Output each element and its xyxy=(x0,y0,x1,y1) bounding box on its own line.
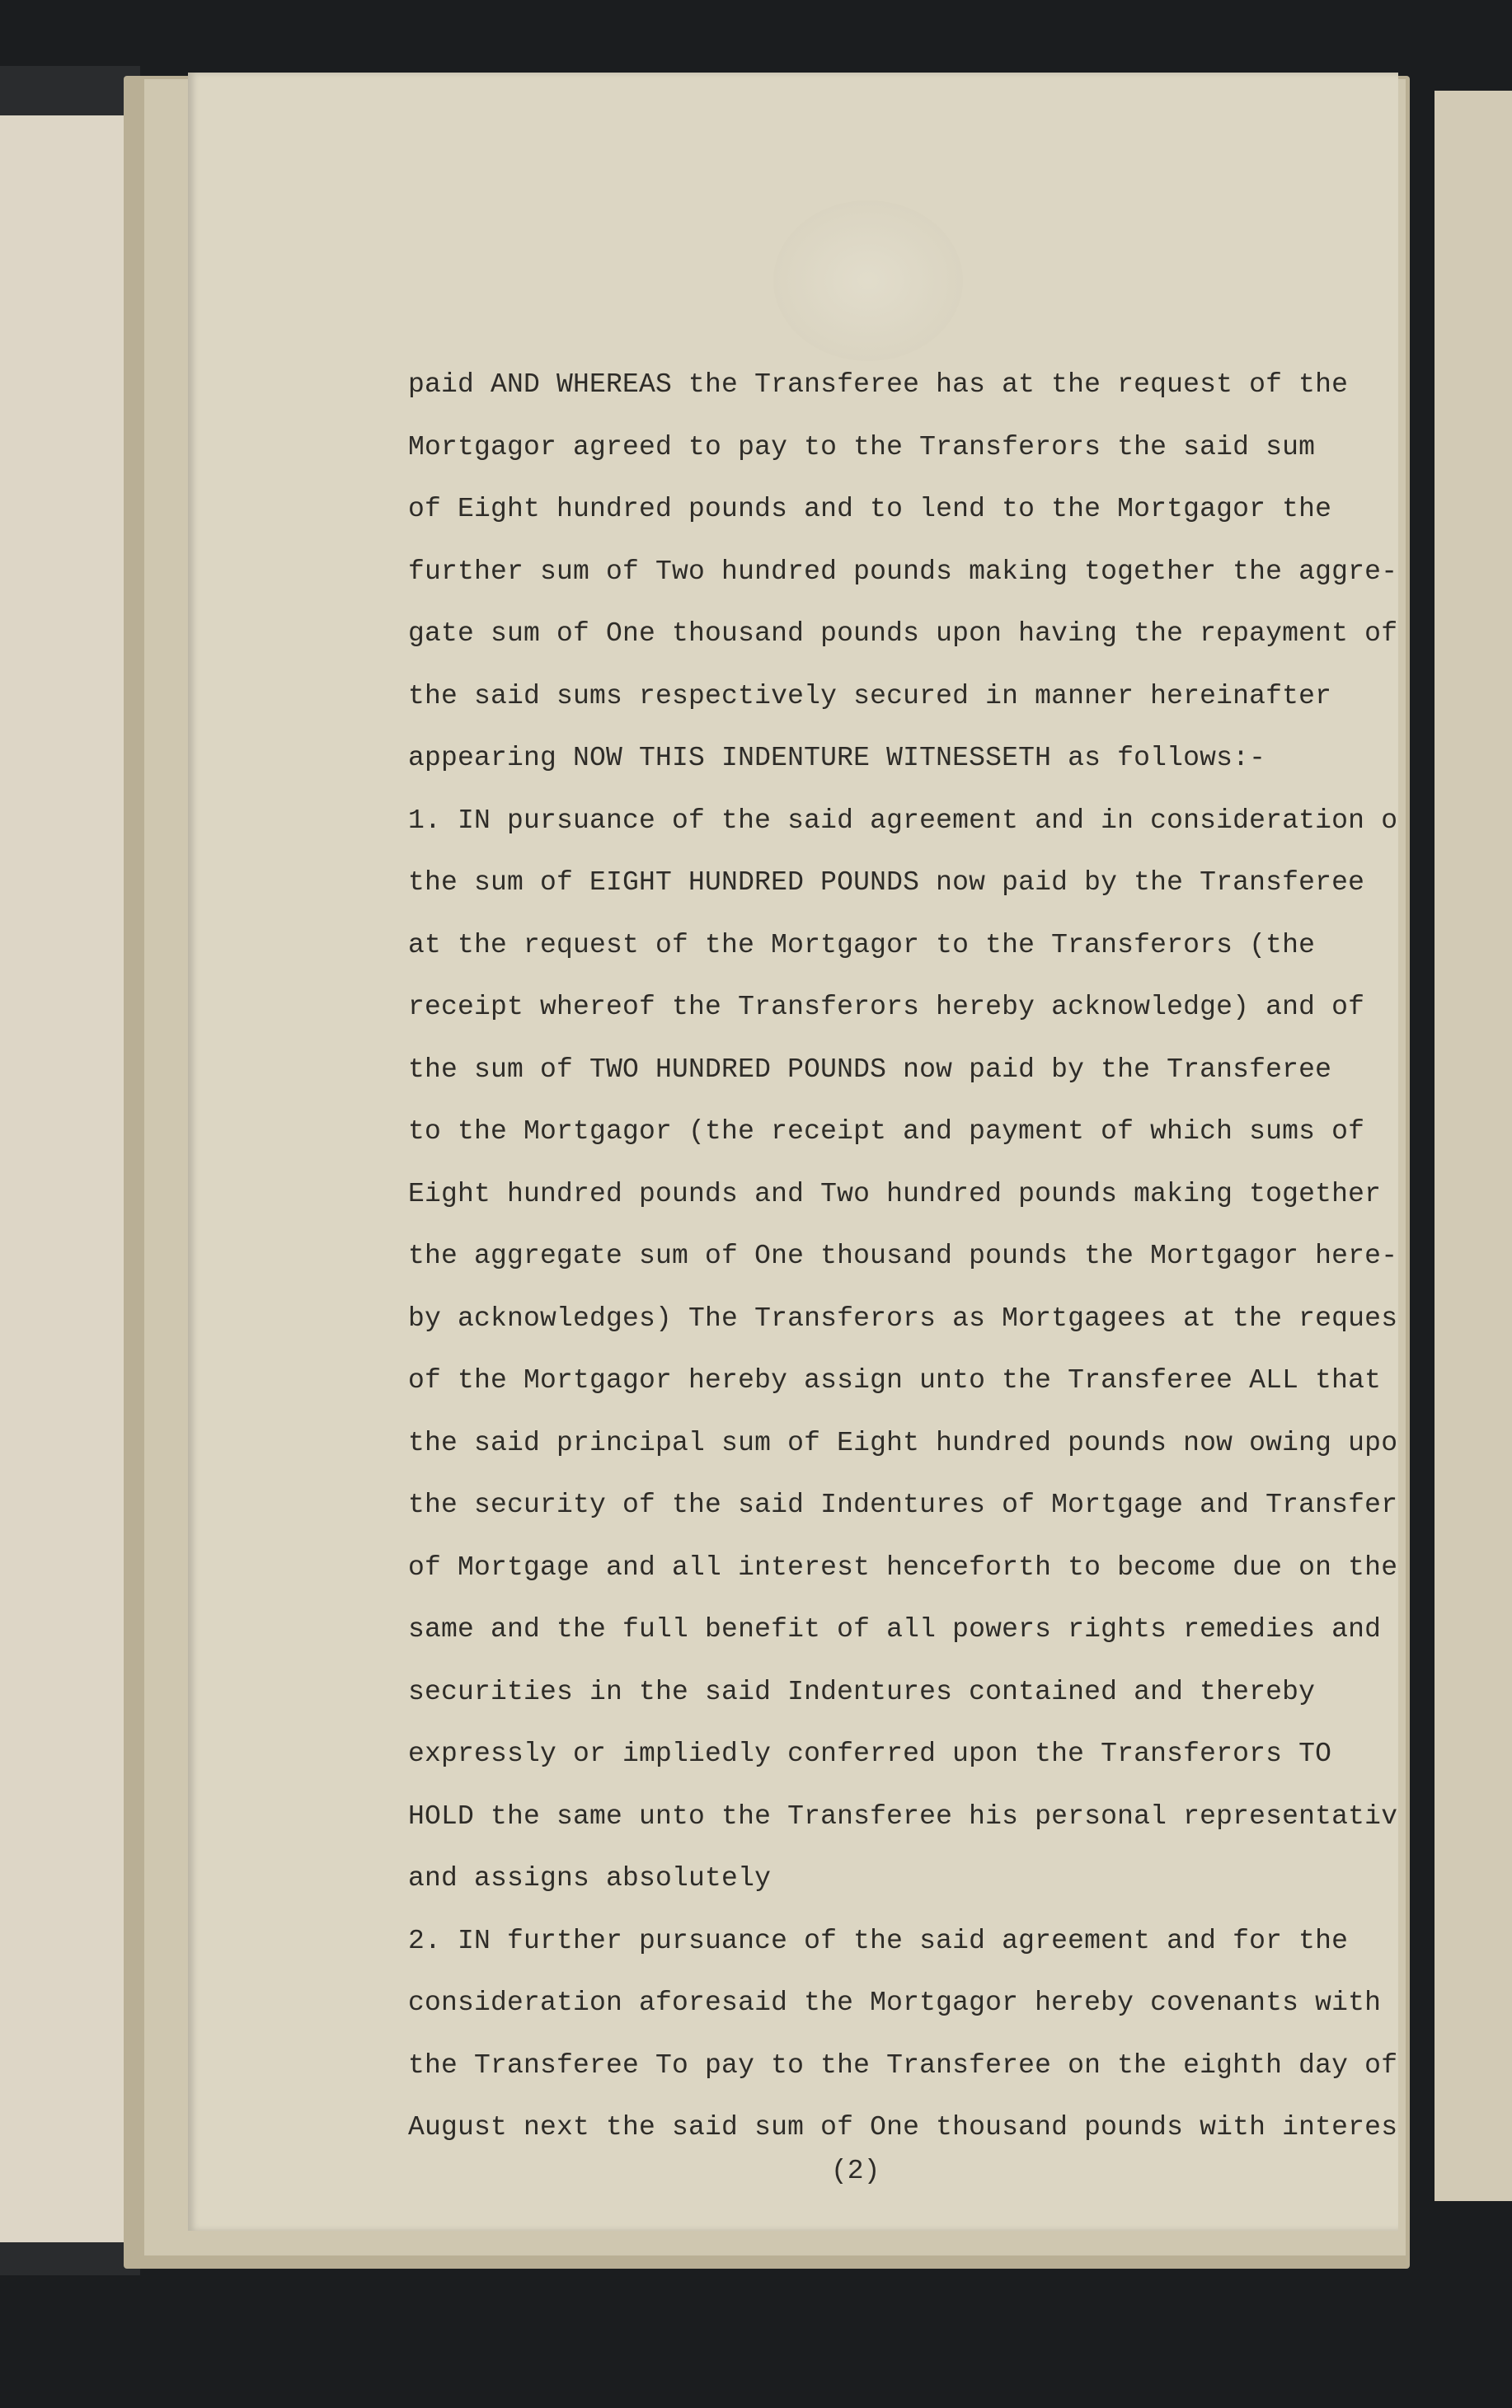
text-line: and assigns absolutely xyxy=(408,1863,772,1894)
text-line: of the Mortgagor hereby assign unto the Transferee ALL that xyxy=(408,1365,1382,1396)
text-line: the Transferee To pay to the Transferee on the eighth day of xyxy=(408,2049,1398,2081)
text-line: the said principal sum of Eight hundred pounds now owing upo xyxy=(408,1427,1398,1458)
page-number: (2) xyxy=(831,2156,880,2186)
embossed-seal xyxy=(773,200,963,361)
text-line: HOLD the same unto the Transferee his personal representativ xyxy=(408,1800,1398,1832)
text-line: receipt whereof the Transferors hereby acknowledge) and of xyxy=(408,992,1365,1022)
text-line: the security of the said Indentures of Mortgage and Transfer xyxy=(408,1490,1398,1520)
document-page xyxy=(188,73,1398,2231)
text-line: Mortgagor agreed to pay to the Transferors the said sum xyxy=(408,431,1316,462)
text-line: by acknowledges) The Transferors as Mortgagees at the reques xyxy=(408,1303,1398,1334)
left-page xyxy=(0,115,124,2242)
text-line: of Eight hundred pounds and to lend to the Mortgagor the xyxy=(408,494,1332,524)
text-line: 1. IN pursuance of the said agreement and in consideration o xyxy=(408,805,1398,836)
right-page xyxy=(1435,91,1512,2201)
text-line: consideration aforesaid the Mortgagor hereby covenants with xyxy=(408,1988,1382,2018)
text-line: August next the said sum of One thousand pounds with interes xyxy=(408,2112,1398,2143)
text-line: the aggregate sum of One thousand pounds the Mortgagor here- xyxy=(408,1241,1398,1271)
text-line: paid AND WHEREAS the Transferee has at the request of the xyxy=(408,369,1349,400)
text-line: securities in the said Indentures contained and thereby xyxy=(408,1676,1316,1707)
text-line: at the request of the Mortgagor to the Transferors (the xyxy=(408,929,1316,960)
text-line: the sum of EIGHT HUNDRED POUNDS now paid by the Transferee xyxy=(408,867,1365,898)
text-line: the sum of TWO HUNDRED POUNDS now paid by the Transferee xyxy=(408,1054,1332,1085)
text-line: appearing NOW THIS INDENTURE WITNESSETH as follows:- xyxy=(408,743,1266,773)
text-line: further sum of Two hundred pounds making together the aggre- xyxy=(408,556,1398,587)
text-line: same and the full benefit of all powers rights remedies and xyxy=(408,1614,1382,1645)
text-line: 2. IN further pursuance of the said agreement and for the xyxy=(408,1925,1349,1956)
text-line: to the Mortgagor (the receipt and payment of which sums of xyxy=(408,1116,1365,1147)
text-line: the said sums respectively secured in manner hereinafter xyxy=(408,680,1332,711)
text-line: gate sum of One thousand pounds upon having the repayment of xyxy=(408,618,1398,649)
text-line: expressly or impliedly conferred upon the Transferors TO xyxy=(408,1739,1332,1769)
text-line: of Mortgage and all interest henceforth to become due on the xyxy=(408,1551,1398,1583)
text-line: Eight hundred pounds and Two hundred pounds making together xyxy=(408,1178,1382,1209)
